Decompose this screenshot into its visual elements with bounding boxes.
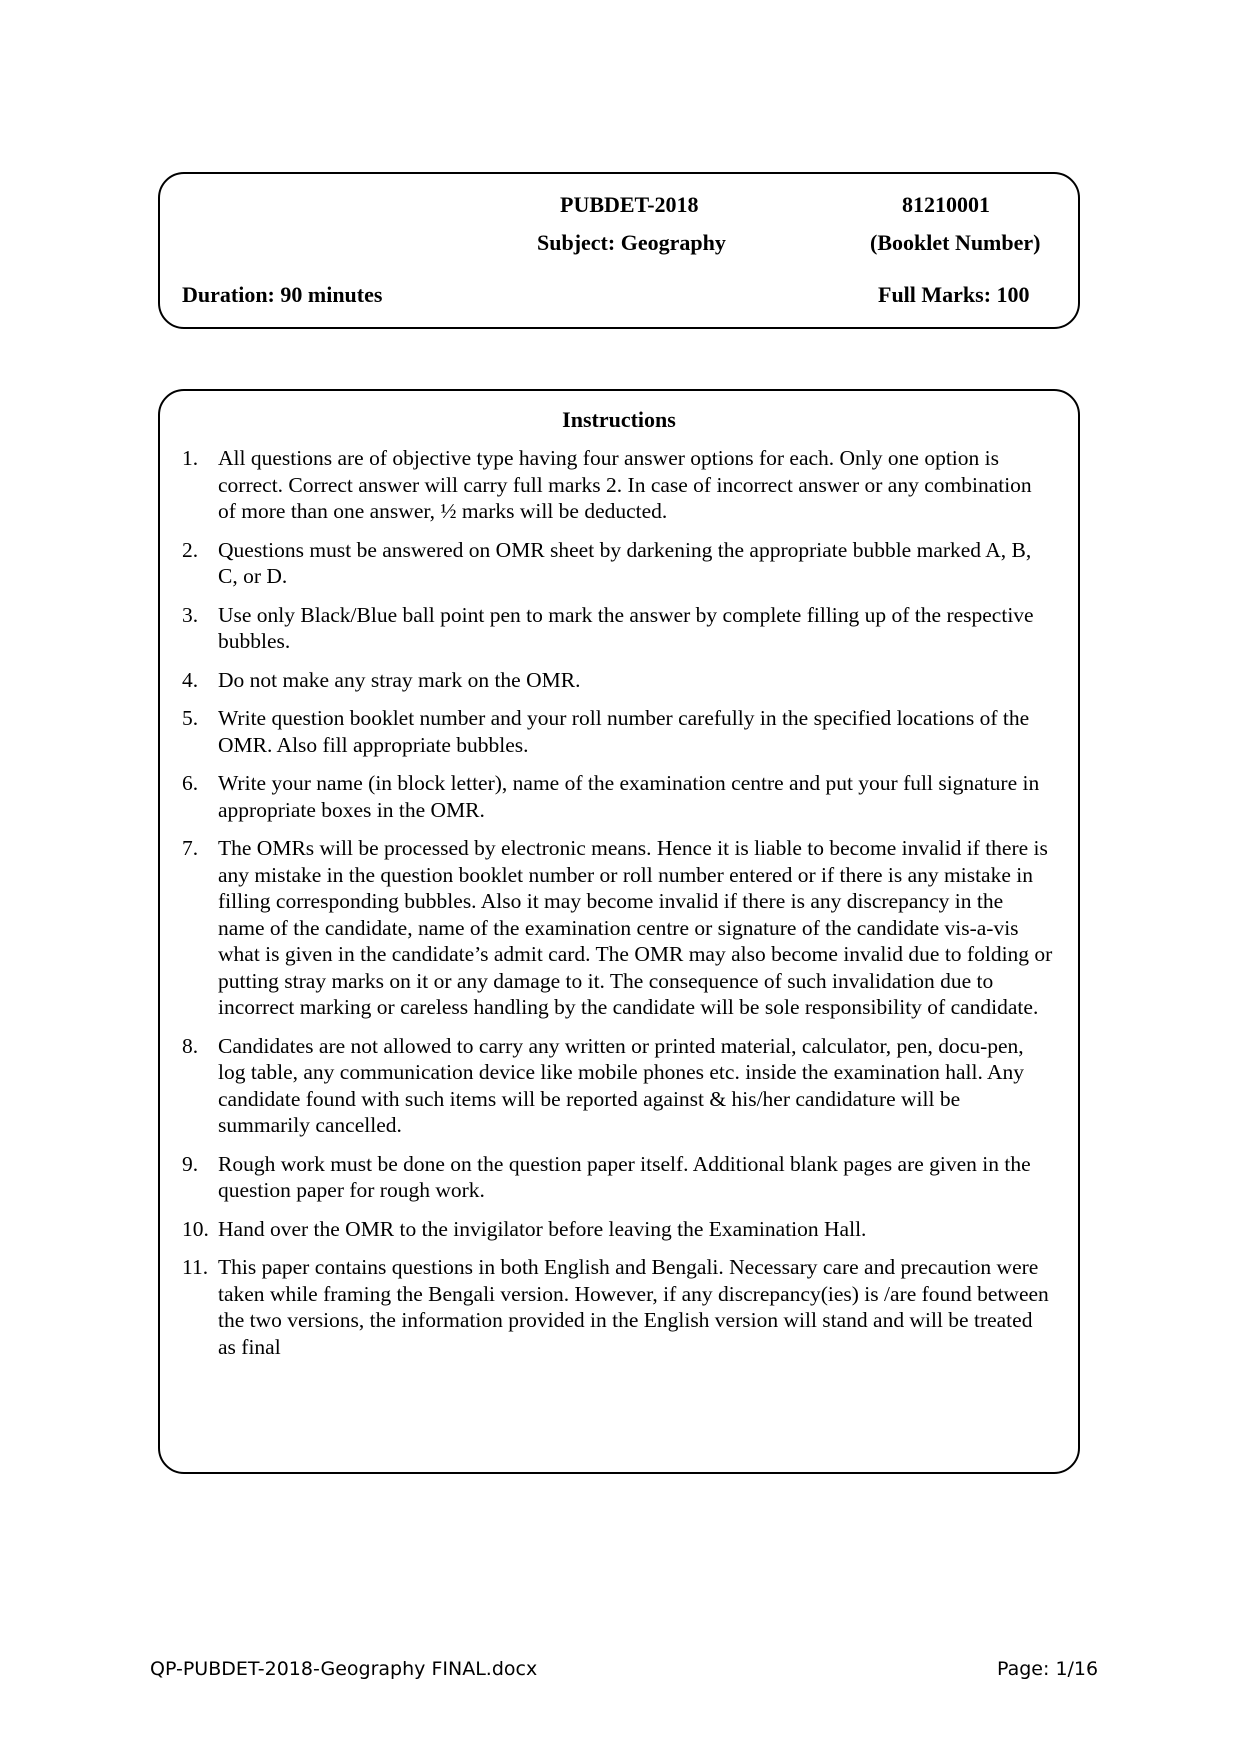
footer-filename: QP-PUBDET-2018-Geography FINAL.docx <box>150 1658 538 1680</box>
instruction-item <box>182 705 1054 758</box>
instruction-item <box>182 1254 1054 1360</box>
instruction-item <box>182 1216 1054 1243</box>
booklet-number: 81210001 <box>902 192 990 217</box>
instruction-number: 5. <box>182 706 199 730</box>
instruction-number: 3. <box>182 602 199 627</box>
instructions-box <box>158 389 1080 1474</box>
instruction-number: 1. <box>182 446 199 470</box>
footer-page-number: Page: 1/16 <box>997 1658 1099 1680</box>
instructions-title: Instructions <box>562 407 676 432</box>
instructions-list <box>182 445 1054 1372</box>
exam-name: PUBDET-2018 <box>560 192 699 217</box>
instruction-number: 11. <box>182 1255 209 1279</box>
instruction-text: Hand over the OMR to the invigilator before leaving the Examination Hall. <box>218 1216 867 1241</box>
instruction-item <box>182 770 1054 823</box>
exam-header-box <box>158 172 1080 329</box>
instruction-text: Write question booklet number and your roll number carefully in the specified locations of the OMR. Also fill appropriate bubbles. <box>218 706 1030 757</box>
subject-label: Subject: Geography <box>537 230 726 255</box>
instruction-item <box>182 835 1054 1021</box>
instruction-number: 8. <box>182 1033 199 1058</box>
instruction-text: Candidates are not allowed to carry any written or printed material, calculator, pen, docu-pen, log table, any communication device like mobile phones etc. inside the examination hall. Any candidate found with such items will be reported against & his/her candidature will be summarily cancelled. <box>218 1033 1025 1137</box>
duration-label: Duration: 90 minutes <box>182 282 383 307</box>
instruction-text: Use only Black/Blue ball point pen to mark the answer by complete filling up of the respective bubbles. <box>218 602 1034 653</box>
instruction-text: Write your name (in block letter), name of the examination centre and put your full signature in appropriate boxes in the OMR. <box>218 771 1040 822</box>
instruction-number: 7. <box>182 836 199 860</box>
instruction-text: All questions are of objective type having four answer options for each. Only one option is correct. Correct answer will carry full marks 2. In case of incorrect answer or any combination of more than one answer, ½ marks will be deducted. <box>218 446 1032 523</box>
full-marks-label: Full Marks: 100 <box>878 282 1030 307</box>
instruction-text: This paper contains questions in both English and Bengali. Necessary care and precaution were taken while framing the Bengali version. However, if any discrepancy(ies) is /are found between the two versions, the information provided in the English version will stand and will be treated as final <box>218 1255 1049 1359</box>
booklet-number-label: (Booklet Number) <box>870 230 1041 255</box>
instruction-text: Do not make any stray mark on the OMR. <box>218 667 581 692</box>
instruction-item <box>182 1033 1054 1139</box>
instruction-text: Rough work must be done on the question paper itself. Additional blank pages are given in the question paper for rough work. <box>218 1151 1031 1202</box>
instruction-number: 10. <box>182 1216 209 1241</box>
instruction-text: Questions must be answered on OMR sheet by darkening the appropriate bubble marked A, B, C, or D. <box>218 537 1032 588</box>
instruction-text: The OMRs will be processed by electronic means. Hence it is liable to become invalid if there is any mistake in the question booklet number or roll number entered or if there is any mistake in filling corresponding bubbles. Also it may become invalid if there is any discrepancy in the name of the candidate, name of the examination centre or signature of the candidate vis-a-vis what is given in the candidate’s admit card. The OMR may also become invalid due to folding or putting stray marks on it or any damage to it. The consequence of such invalidation due to incorrect marking or careless handling by the candidate will be sole responsibility of candidate. <box>218 836 1053 1019</box>
instruction-item <box>182 602 1054 655</box>
instruction-item <box>182 537 1054 590</box>
instruction-item <box>182 1151 1054 1204</box>
instruction-item <box>182 667 1054 694</box>
instruction-item <box>182 445 1054 525</box>
instruction-number: 4. <box>182 667 199 692</box>
instruction-number: 6. <box>182 771 199 795</box>
instruction-number: 2. <box>182 537 199 562</box>
instruction-number: 9. <box>182 1151 199 1176</box>
